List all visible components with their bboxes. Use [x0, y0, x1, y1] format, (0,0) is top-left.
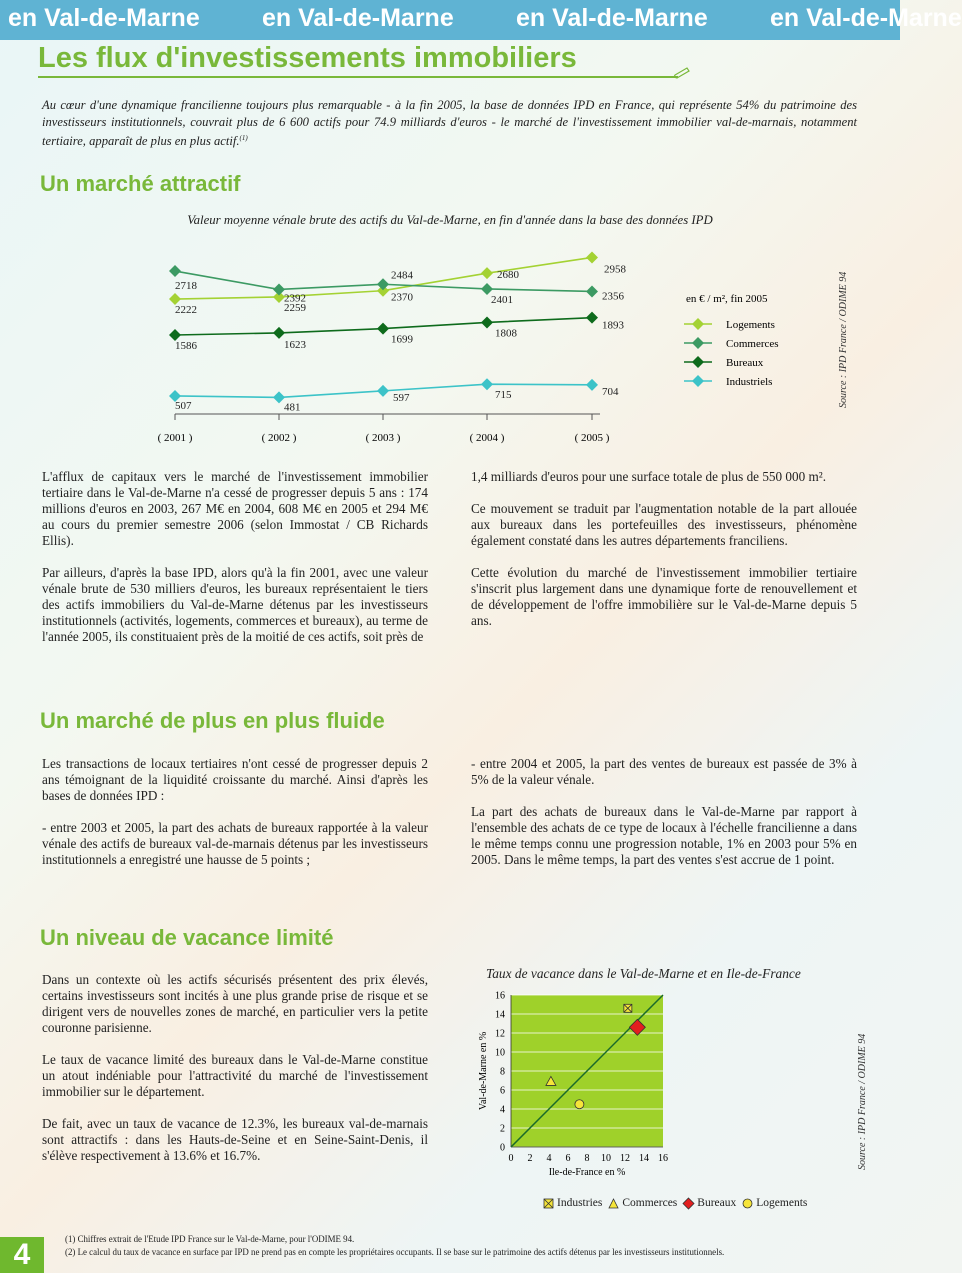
legend-label: Commerces — [622, 1197, 678, 1209]
y-tick-label: 12 — [495, 1028, 505, 1040]
x-tick-label: ( 2005 ) — [574, 432, 610, 444]
x-tick-label: ( 2004 ) — [469, 432, 505, 444]
data-label: 2370 — [391, 291, 413, 304]
legend-label: Industriels — [726, 376, 773, 388]
legend-title: en € / m², fin 2005 — [686, 293, 768, 305]
data-point — [481, 316, 493, 328]
paragraph: Cette évolution du marché de l'investissement immobilier tertiaire s'inscrit plus largement dans une dynamique forte de renouvellement et de développement de l'offre immobilière sur le Val-de-Marne depuis 5 ans. — [471, 565, 857, 628]
data-point — [377, 323, 389, 335]
paragraph: L'afflux de capitaux vers le marché de l'investissement immobilier tertiaire dans le Val-de-Marne n'a cessé de progresser depuis 5 ans : 174 millions d'euros en 2003, 267 M€ en 2004, 608 M€ en 2005 et 294 M€ au cours du premier semestre 2006 (selon Immostat / CB Richards Ellis). — [42, 469, 428, 548]
x-tick-label: 4 — [546, 1153, 552, 1164]
data-label: 2484 — [391, 269, 413, 282]
footnote: (2) Le calcul du taux de vacance en surface par IPD ne prend pas en compte les propriétaires occupants. Il se base sur le patrimoine des actifs détenus par les investisseurs institutionnels. — [65, 1247, 725, 1257]
legend-item — [742, 1197, 807, 1209]
data-label: 2680 — [497, 269, 519, 282]
data-label: 1893 — [602, 319, 624, 332]
data-label: 507 — [175, 399, 192, 412]
data-point — [586, 379, 598, 391]
paragraph: Ce mouvement se traduit par l'augmentation notable de la part allouée aux bureaux dans les portefeuilles des investisseurs, phénomène également constaté dans les autres départements franciliens. — [471, 501, 857, 548]
paragraph: Le taux de vacance limité des bureaux dans le Val-de-Marne constitue un atout indéniable pour l'attractivité du marché de l'investissement immobilier sur le département. — [42, 1052, 428, 1099]
line-chart — [0, 228, 900, 458]
data-point — [481, 378, 493, 390]
data-point — [169, 265, 181, 277]
footnote: (1) Chiffres extrait de l'Etude IPD France sur le Val-de-Marne, pour l'ODIME 94. — [65, 1234, 355, 1244]
y-tick-label: 2 — [500, 1123, 505, 1135]
legend-marker — [683, 1198, 694, 1209]
text-column — [42, 972, 428, 1180]
legend-marker — [608, 1198, 619, 1209]
text-column — [471, 469, 857, 645]
y-tick-label: 6 — [500, 1085, 505, 1097]
legend-item — [683, 1197, 736, 1209]
x-axis-label: Ile-de-France en % — [548, 1167, 626, 1178]
paragraph: 1,4 milliards d'euros pour une surface totale de plus de 550 000 m². — [471, 469, 826, 484]
data-label: 597 — [393, 391, 410, 404]
section-heading-vacance: Un niveau de vacance limité — [40, 925, 334, 950]
data-label: 2356 — [602, 290, 624, 303]
data-label: 2958 — [604, 263, 626, 276]
data-point — [273, 327, 285, 339]
y-tick-label: 8 — [500, 1066, 505, 1078]
banner-text: en Val-de-Marne — [262, 4, 454, 32]
data-label: 2259 — [284, 301, 306, 314]
y-axis-label: Val-de-Marne en % — [478, 1031, 489, 1111]
scatter-legend — [543, 1197, 813, 1212]
x-tick-label: 16 — [658, 1153, 668, 1164]
data-point — [575, 1100, 584, 1109]
chart-title: Taux de vacance dans le Val-de-Marne et en Ile-de-France — [486, 966, 801, 981]
y-tick-label: 14 — [495, 1009, 505, 1021]
data-point — [586, 285, 598, 297]
legend-label: Logements — [726, 319, 775, 331]
data-point — [586, 312, 598, 324]
data-point — [377, 278, 389, 290]
text-column — [42, 756, 428, 884]
footnote-ref: (1) — [239, 134, 248, 142]
y-tick-label: 10 — [495, 1047, 505, 1059]
data-point — [481, 267, 493, 279]
x-tick-label: 10 — [601, 1153, 611, 1164]
source-label: Source : IPD France / ODIME 94 — [838, 271, 849, 408]
data-label: 2392 — [284, 292, 306, 305]
paragraph: Par ailleurs, d'après la base IPD, alors qu'à la fin 2001, avec une valeur vénale brute de 530 milliers d'euros, les bureaux représentaient le tiers des actifs immobiliers du Val-de-Marne détenus par les investisseurs institutionnels (activités, logements, commerces et bureaux), au terme de l'année 2005, ils constituaient près de la moitié de ces actifs, soit près de — [42, 565, 428, 644]
x-tick-label: ( 2003 ) — [365, 432, 401, 444]
legend-label: Bureaux — [726, 357, 764, 369]
section-heading-attractif: Un marché attractif — [40, 171, 241, 196]
legend-marker — [543, 1198, 554, 1209]
title-underline — [38, 76, 678, 78]
legend-label: Industries — [557, 1197, 603, 1209]
data-label: 2222 — [175, 304, 197, 317]
legend-label: Bureaux — [697, 1197, 737, 1209]
data-point — [586, 251, 598, 263]
x-tick-label: ( 2002 ) — [261, 432, 297, 444]
y-tick-label: 16 — [495, 990, 505, 1002]
banner-text: en Val-de-Marne — [8, 4, 200, 32]
y-tick-label: 4 — [500, 1104, 505, 1116]
data-label: 1699 — [391, 333, 413, 346]
section-heading-fluide: Un marché de plus en plus fluide — [40, 708, 385, 733]
data-label: 1808 — [495, 327, 517, 340]
source-label: Source : IPD France / ODIME 94 — [857, 1033, 868, 1170]
header-banner — [0, 0, 962, 40]
page-title: Les flux d'investissements immobiliers — [38, 42, 577, 74]
legend-marker — [692, 337, 704, 349]
paragraph: De fait, avec un taux de vacance de 12.3%, les bureaux val-de-marnais sont attractifs : dans les Hauts-de-Seine et en Seine-Saint-Denis, il s'élève respectivement à 13.6% et 16.7%. — [42, 1116, 428, 1163]
x-tick-label: 12 — [620, 1153, 630, 1164]
x-tick-label: 2 — [527, 1153, 533, 1164]
paragraph: - entre 2003 et 2005, la part des achats de bureaux rapportée à la valeur vénale des actifs de bureaux val-de-marnais détenus par les investisseurs institutionnels a enregistré une hausse de 5 points ; — [42, 820, 428, 867]
data-label: 1623 — [284, 338, 306, 351]
footnotes — [65, 1233, 724, 1259]
data-point — [377, 385, 389, 397]
legend-item — [543, 1197, 602, 1209]
legend-label: Logements — [756, 1197, 808, 1209]
x-tick-label: ( 2001 ) — [157, 432, 193, 444]
data-label: 2401 — [491, 293, 513, 306]
x-tick-label: 8 — [584, 1153, 590, 1164]
banner-text: en Val-de-Marne — [516, 4, 708, 32]
page-number: 4 — [0, 1237, 44, 1273]
legend-marker — [742, 1198, 753, 1209]
legend-marker — [692, 318, 704, 330]
x-tick-label: 14 — [639, 1153, 649, 1164]
paragraph: - entre 2004 et 2005, la part des ventes de bureaux est passée de 3% à 5% de la valeur vénale. — [471, 756, 857, 787]
intro-paragraph: Au cœur d'une dynamique francilienne toujours plus remarquable - à la fin 2005, la base de données IPD en France, qui représente 54% du patrimoine des investisseurs institutionnels, couvrait plus de 6 600 actifs pour 74.9 milliards d'euros - le marché de l'investissement immobilier val-de-marnais, notamment tertiaire, apparaît de plus en plus actif.$^{(1)}$ — [42, 98, 857, 149]
x-tick-label: 0 — [508, 1153, 514, 1164]
data-label: 1586 — [175, 339, 197, 352]
chart-title: Valeur moyenne vénale brute des actifs du Val-de-Marne, en fin d'année dans la base des données IPD — [187, 213, 713, 227]
legend-marker — [692, 356, 704, 368]
banner-text: en Val-de-Marne — [770, 4, 962, 32]
text-column — [42, 469, 428, 661]
scatter-chart — [470, 985, 850, 1185]
pencil-icon — [673, 67, 691, 79]
paragraph: La part des achats de bureaux dans le Val-de-Marne par rapport à l'ensemble des achats de ce type de locaux à l'échelle francilienne a dans le même temps connu une progression notable, 1% en 2003 pour 5% en 2005. Dans le même temps, la part des ventes s'est accrue de 1 point. — [471, 804, 857, 867]
paragraph: Dans un contexte où les actifs sécurisés présentent des prix élevés, certains investisseurs sont incités à une plus grande prise de risque et se dirigent vers de nouvelles zones de marché, en particulier vers la petite couronne parisienne. — [42, 972, 428, 1035]
text-column — [471, 756, 857, 884]
legend-item — [608, 1197, 677, 1209]
legend-marker — [692, 375, 704, 387]
y-tick-label: 0 — [500, 1142, 505, 1154]
x-tick-label: 6 — [565, 1153, 571, 1164]
data-label: 704 — [602, 385, 619, 398]
data-label: 715 — [495, 389, 512, 402]
paragraph: Les transactions de locaux tertiaires n'ont cessé de progresser depuis 2 ans témoignant de la liquidité croissante du marché. Ainsi d'après les bases de données IPD : — [42, 756, 428, 803]
legend-label: Commerces — [726, 338, 779, 350]
data-label: 481 — [284, 401, 301, 414]
data-label: 2718 — [175, 280, 197, 293]
